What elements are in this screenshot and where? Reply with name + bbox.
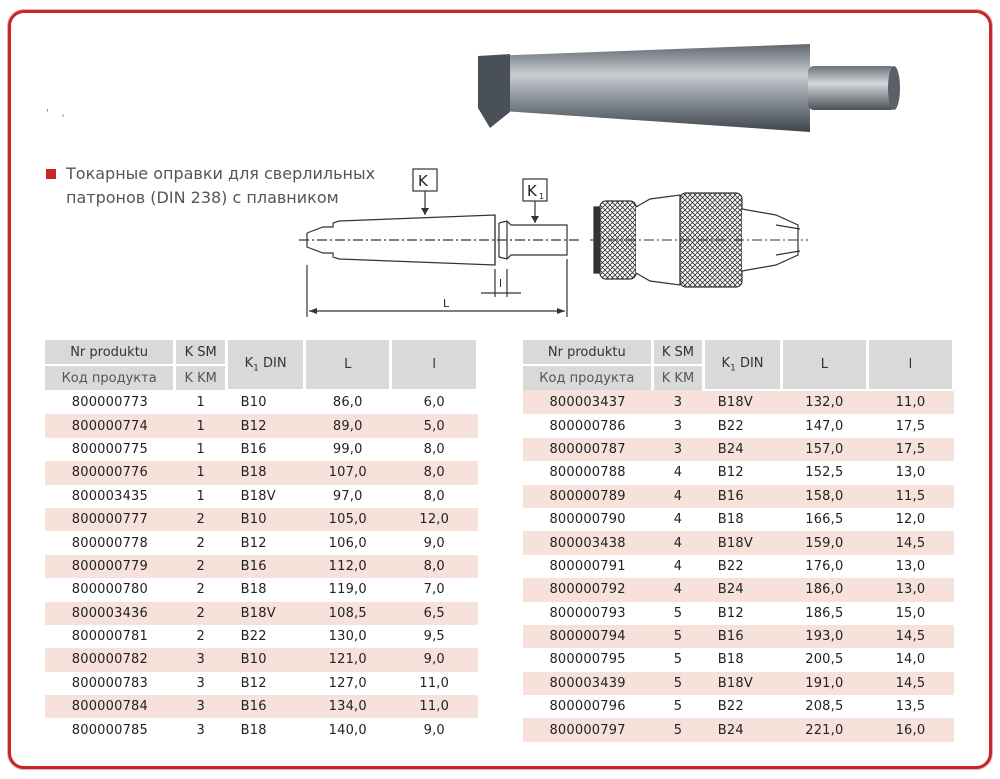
din-cell: B22 [717, 699, 744, 715]
din-cell: B24 [704, 718, 781, 741]
product-code-cell: 800000780 [71, 582, 148, 598]
col-nr-header: Nr produktu [523, 340, 652, 365]
taper-size-cell: 1 [175, 461, 227, 484]
product-code-cell: 800000791 [549, 558, 626, 574]
table-row [523, 672, 954, 695]
length-l-cell: 14,5 [867, 672, 953, 695]
product-table-left [45, 340, 479, 742]
product-code-cell: 800000775 [71, 441, 148, 457]
length-l-cell: 17,5 [867, 438, 953, 461]
din-cell: B12 [240, 675, 267, 691]
taper-size-cell: 3 [196, 722, 205, 738]
length-L-cell: 130,0 [328, 629, 367, 645]
din-cell: B12 [240, 535, 267, 551]
table-row [45, 718, 478, 741]
din-cell: B10 [227, 508, 305, 531]
product-code-cell: 800000776 [45, 461, 175, 484]
taper-size-cell: 5 [652, 718, 704, 741]
din-cell: B16 [704, 485, 781, 508]
table-row [45, 602, 478, 625]
table-row [523, 695, 954, 718]
length-l-cell: 15,0 [895, 605, 926, 621]
taper-size-cell: 4 [673, 512, 683, 528]
product-code-cell: 800003436 [45, 602, 175, 625]
product-code-cell: 800003438 [523, 531, 652, 554]
length-L-cell: 121,0 [304, 648, 391, 671]
table-row [523, 390, 954, 414]
table-row [45, 485, 478, 508]
length-l-cell: 13,0 [895, 558, 926, 574]
length-l-cell: 5,0 [391, 414, 478, 437]
product-table-right [523, 340, 955, 742]
length-L-cell: 186,5 [805, 605, 844, 621]
din-cell: B10 [240, 395, 267, 411]
din-cell: B10 [227, 648, 305, 671]
din-cell: B12 [227, 414, 305, 437]
table-row [45, 695, 478, 718]
taper-size-cell: 3 [175, 648, 227, 671]
din-cell: B24 [704, 578, 781, 601]
product-code-cell: 800000779 [45, 555, 175, 578]
length-l-cell: 16,0 [867, 718, 953, 741]
length-l-cell: 7,0 [423, 582, 445, 598]
length-l-cell: 11,0 [867, 390, 953, 414]
din-cell: B16 [704, 625, 781, 648]
product-code-cell: 800000773 [71, 394, 148, 410]
din-cell: B22 [717, 418, 744, 434]
din-cell: B18V [227, 602, 305, 625]
length-L-cell: 127,0 [328, 675, 367, 691]
table-row [45, 390, 478, 414]
taper-size-cell: 4 [673, 465, 683, 481]
product-code-cell: 800000788 [549, 465, 626, 481]
length-l-cell: 14,5 [867, 625, 953, 648]
table-row [45, 672, 478, 695]
label-K: K [418, 172, 428, 190]
taper-size-cell: 4 [652, 485, 704, 508]
length-L-cell: 176,0 [805, 558, 844, 574]
length-L-cell: 119,0 [328, 582, 367, 598]
table-row [523, 578, 954, 601]
length-L-cell: 89,0 [304, 414, 391, 437]
din-cell: B22 [717, 558, 744, 574]
taper-size-cell: 5 [673, 699, 683, 715]
product-code-cell: 800000774 [45, 414, 175, 437]
taper-size-cell: 5 [652, 625, 704, 648]
col-ksm-header: K SM [175, 340, 227, 365]
length-l-cell: 9,0 [423, 722, 445, 738]
taper-size-cell: 2 [196, 629, 205, 645]
title-bullet [46, 169, 56, 179]
drill-chuck-drawing [590, 185, 810, 295]
col-k1-header: $K_1$ DIN [704, 340, 781, 390]
taper-size-cell: 1 [196, 394, 205, 410]
table-row [45, 578, 478, 601]
label-L: L [443, 297, 450, 310]
length-l-cell: 13,0 [895, 465, 926, 481]
din-cell: B18 [240, 722, 267, 738]
title-text: Токарные оправки для сверлильных патронов (DIN 238) с плавником [66, 164, 376, 207]
length-L-cell: 134,0 [304, 695, 391, 718]
din-cell: B18V [240, 488, 276, 504]
length-l-cell: 9,0 [423, 535, 445, 551]
din-cell: B18 [717, 512, 744, 528]
taper-size-cell: 2 [175, 555, 227, 578]
length-l-cell: 9,0 [391, 648, 478, 671]
col-l-header: l [867, 340, 953, 390]
din-cell: B18 [240, 582, 267, 598]
length-L-cell: 140,0 [328, 722, 367, 738]
table-row [523, 485, 954, 508]
product-code-cell: 800000782 [45, 648, 175, 671]
taper-size-cell: 1 [175, 414, 227, 437]
table-row [523, 625, 954, 648]
product-code-cell: 800000794 [523, 625, 652, 648]
din-cell: B18 [227, 461, 305, 484]
taper-size-cell: 1 [196, 488, 205, 504]
label-K1-sub: 1 [539, 192, 545, 201]
length-l-cell: 11,5 [867, 485, 953, 508]
taper-size-cell: 4 [673, 558, 683, 574]
col-L-header: L [304, 340, 391, 390]
length-L-cell: 191,0 [781, 672, 867, 695]
length-L-cell: 159,0 [781, 531, 867, 554]
length-l-cell: 14,5 [867, 531, 953, 554]
product-code-cell: 800000793 [549, 605, 626, 621]
taper-size-cell: 5 [652, 672, 704, 695]
product-code-cell: 800000795 [549, 652, 626, 668]
product-code-cell: 800000792 [523, 578, 652, 601]
product-code-cell: 800000777 [45, 508, 175, 531]
table-row [45, 648, 478, 671]
length-l-cell: 8,0 [423, 441, 445, 457]
length-l-cell: 6,5 [391, 602, 478, 625]
col-L-header: L [781, 340, 867, 390]
col-kkm-header: K KM [652, 365, 704, 390]
din-cell: B18 [717, 652, 744, 668]
decorative-marks: ' , [46, 108, 65, 119]
length-L-cell: 112,0 [304, 555, 391, 578]
table-row [523, 508, 954, 531]
table-row [45, 438, 478, 461]
length-l-cell: 12,0 [895, 512, 926, 528]
taper-size-cell: 3 [652, 438, 704, 461]
length-L-cell: 166,5 [805, 512, 844, 528]
length-l-cell: 14,0 [895, 652, 926, 668]
taper-size-cell: 3 [196, 675, 205, 691]
taper-size-cell: 2 [196, 582, 205, 598]
taper-size-cell: 4 [652, 531, 704, 554]
length-L-cell: 106,0 [328, 535, 367, 551]
product-code-cell: 800000785 [71, 722, 148, 738]
length-l-cell: 8,0 [391, 461, 478, 484]
length-L-cell: 86,0 [332, 395, 363, 411]
taper-size-cell: 2 [175, 602, 227, 625]
length-L-cell: 186,0 [781, 578, 867, 601]
taper-size-cell: 2 [196, 535, 205, 551]
product-code-cell: 800003437 [523, 390, 652, 414]
din-cell: B22 [240, 629, 267, 645]
length-l-cell: 6,0 [423, 395, 445, 411]
product-code-cell: 800000790 [549, 512, 626, 528]
table-row [523, 461, 954, 484]
arbor-photo [470, 38, 910, 138]
col-ksm-header: K SM [652, 340, 704, 365]
length-l-cell: 11,0 [391, 695, 478, 718]
length-L-cell: 208,5 [805, 699, 844, 715]
table-row [45, 625, 478, 648]
length-L-cell: 97,0 [332, 488, 363, 504]
din-cell: B18V [704, 531, 781, 554]
length-L-cell: 99,0 [332, 441, 363, 457]
length-L-cell: 132,0 [781, 390, 867, 414]
length-l-cell: 11,0 [419, 675, 450, 691]
col-nr-header: Nr produktu [45, 340, 175, 365]
table-row [45, 531, 478, 554]
din-cell: B18V [704, 672, 781, 695]
table-row [523, 555, 954, 578]
din-cell: B24 [704, 438, 781, 461]
col-kkm-header: K KM [175, 365, 227, 390]
product-code-cell: 800000786 [549, 418, 626, 434]
length-L-cell: 200,5 [805, 652, 844, 668]
col-kod-header: Код продукта [45, 365, 175, 390]
taper-size-cell: 3 [673, 418, 683, 434]
length-l-cell: 9,5 [423, 629, 445, 645]
table-row [45, 461, 478, 484]
technical-drawing [295, 165, 585, 325]
col-l-header: l [391, 340, 478, 390]
length-L-cell: 158,0 [781, 485, 867, 508]
taper-size-cell: 5 [673, 652, 683, 668]
product-code-cell: 800000778 [71, 535, 148, 551]
product-code-cell: 800000784 [45, 695, 175, 718]
table-row [523, 414, 954, 437]
product-code-cell: 800000789 [523, 485, 652, 508]
taper-size-cell: 5 [673, 605, 683, 621]
length-L-cell: 193,0 [781, 625, 867, 648]
product-code-cell: 800003435 [71, 488, 148, 504]
label-K1: K [527, 182, 537, 200]
table-row [523, 602, 954, 625]
product-code-cell: 800000781 [71, 629, 148, 645]
product-code-cell: 800003439 [523, 672, 652, 695]
din-cell: B12 [717, 465, 744, 481]
label-l: l [499, 277, 503, 290]
table-row [45, 414, 478, 437]
col-kod-header: Код продукта [523, 365, 652, 390]
table-row [45, 508, 478, 531]
taper-size-cell: 1 [196, 441, 205, 457]
product-code-cell: 800000787 [523, 438, 652, 461]
product-code-cell: 800000797 [523, 718, 652, 741]
din-cell: B16 [227, 555, 305, 578]
table-row [523, 531, 954, 554]
length-L-cell: 105,0 [304, 508, 391, 531]
length-l-cell: 12,0 [391, 508, 478, 531]
table-row [523, 438, 954, 461]
table-row [45, 555, 478, 578]
length-L-cell: 157,0 [781, 438, 867, 461]
din-cell: B16 [227, 695, 305, 718]
length-l-cell: 17,5 [895, 418, 926, 434]
length-l-cell: 8,0 [391, 555, 478, 578]
din-cell: B18V [704, 390, 781, 414]
length-l-cell: 8,0 [423, 488, 445, 504]
taper-size-cell: 3 [175, 695, 227, 718]
length-L-cell: 221,0 [781, 718, 867, 741]
table-row [523, 648, 954, 671]
col-k1-header: $K_1$ DIN [227, 340, 305, 390]
taper-size-cell: 2 [175, 508, 227, 531]
product-code-cell: 800000796 [549, 699, 626, 715]
taper-size-cell: 3 [652, 390, 704, 414]
length-L-cell: 147,0 [805, 418, 844, 434]
din-cell: B12 [717, 605, 744, 621]
taper-size-cell: 4 [652, 578, 704, 601]
length-L-cell: 107,0 [304, 461, 391, 484]
length-L-cell: 108,5 [304, 602, 391, 625]
length-l-cell: 13,0 [867, 578, 953, 601]
table-row [523, 718, 954, 741]
din-cell: B16 [240, 441, 267, 457]
product-code-cell: 800000783 [71, 675, 148, 691]
length-l-cell: 13,5 [895, 699, 926, 715]
length-L-cell: 152,5 [805, 465, 844, 481]
